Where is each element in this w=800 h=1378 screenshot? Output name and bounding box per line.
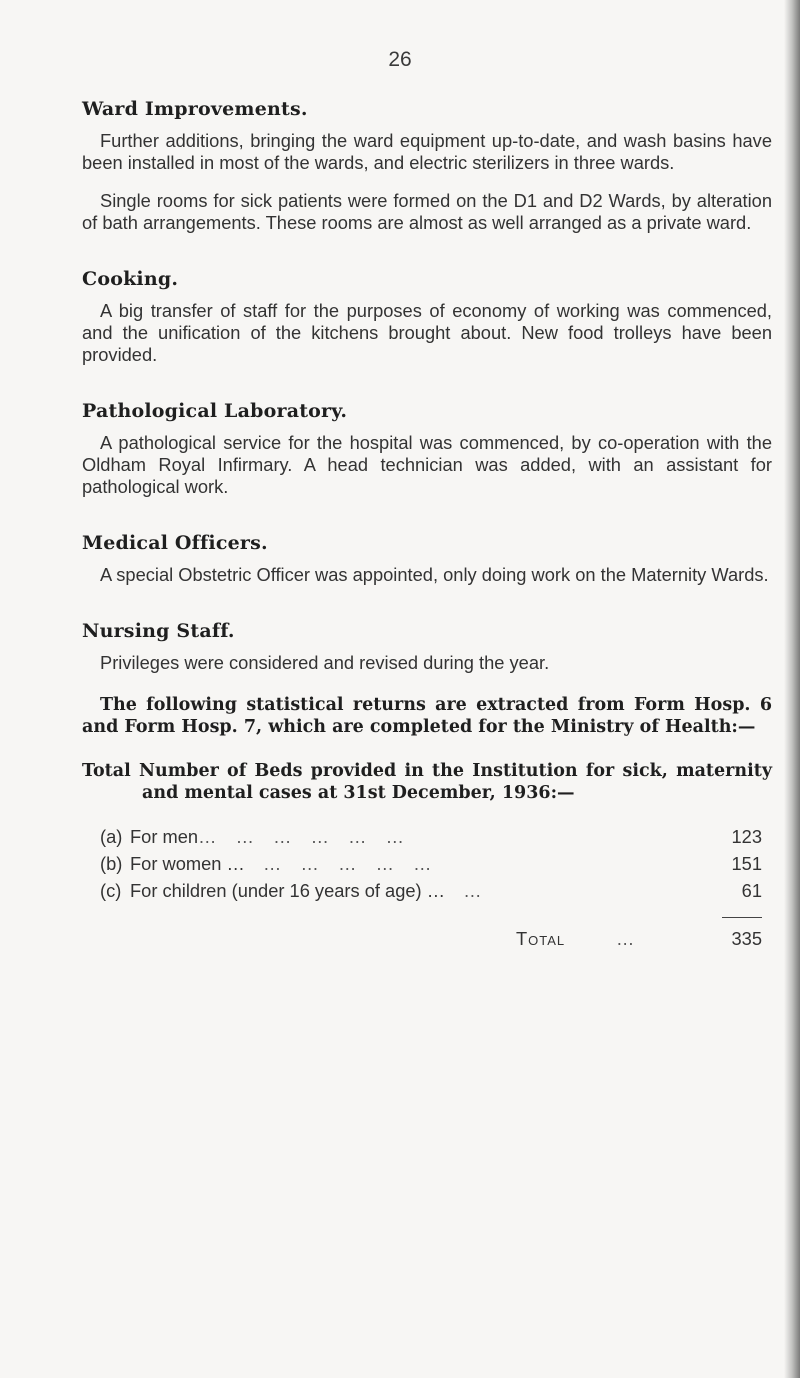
row-value: 123 <box>731 826 762 847</box>
section-cooking <box>82 268 772 366</box>
total-row <box>100 928 762 955</box>
page-edge-shadow <box>784 0 800 1378</box>
total-label: Total <box>516 928 566 949</box>
page-number: 26 <box>388 48 412 71</box>
table-row <box>100 880 762 907</box>
section-heading: Pathological Laboratory. <box>82 400 348 422</box>
paragraph: A special Obstetric Officer was appointed, only doing work on the Maternity Wards. <box>100 564 769 585</box>
row-mark: (a) <box>100 826 123 847</box>
paragraph: A big transfer of staff for the purposes of economy of working was commenced, and the unification of the kitchens brought about. New food trolleys have been provided. <box>82 300 772 365</box>
total-value: 335 <box>731 928 762 949</box>
section-heading: Cooking. <box>82 268 179 290</box>
section-ward-improvements <box>82 98 772 234</box>
row-mark: (c) <box>100 880 122 901</box>
table-row <box>100 826 762 853</box>
section-heading: Medical Officers. <box>82 532 268 554</box>
leader-dots: … … … … … … <box>198 826 405 847</box>
section-nursing-staff <box>82 620 772 674</box>
paragraph: Privileges were considered and revised during the year. <box>100 652 550 673</box>
section-heading: Nursing Staff. <box>82 620 235 642</box>
page-content <box>82 98 772 955</box>
section-pathological-laboratory <box>82 400 772 498</box>
statistical-intro: The following statistical returns are extracted from Form Hosp. 6 and Form Hosp. 7, which are completed for the Ministry of Health:— <box>82 695 772 737</box>
leader-dots: … <box>445 880 483 901</box>
row-label: For children (under 16 years of age) … <box>130 880 445 901</box>
paragraph: Single rooms for sick patients were formed on the D1 and D2 Wards, by alteration of bath arrangements. These rooms are almost as well arranged as a private ward. <box>82 190 772 233</box>
beds-heading: Total Number of Beds provided in the Institution for sick, maternity and mental cases at 31st December, 1936:— <box>82 761 772 803</box>
leader-dots: … <box>616 928 636 949</box>
section-medical-officers <box>82 532 772 586</box>
row-label: For men <box>130 826 199 847</box>
section-heading: Ward Improvements. <box>82 98 308 120</box>
row-label: For women … <box>130 853 245 874</box>
sum-rule <box>722 917 762 918</box>
paragraph: A pathological service for the hospital was commenced, by co-operation with the Oldham Royal Infirmary. A head technician was added, with an assistant for pathological work. <box>82 432 772 497</box>
beds-table <box>100 826 762 955</box>
row-value: 61 <box>741 880 762 901</box>
paragraph: Further additions, bringing the ward equipment up-to-date, and wash basins have been installed in most of the wards, and electric sterilizers in three wards. <box>82 130 772 173</box>
row-mark: (b) <box>100 853 123 874</box>
leader-dots: … … … … … <box>244 853 433 874</box>
table-row <box>100 853 762 880</box>
row-value: 151 <box>731 853 762 874</box>
